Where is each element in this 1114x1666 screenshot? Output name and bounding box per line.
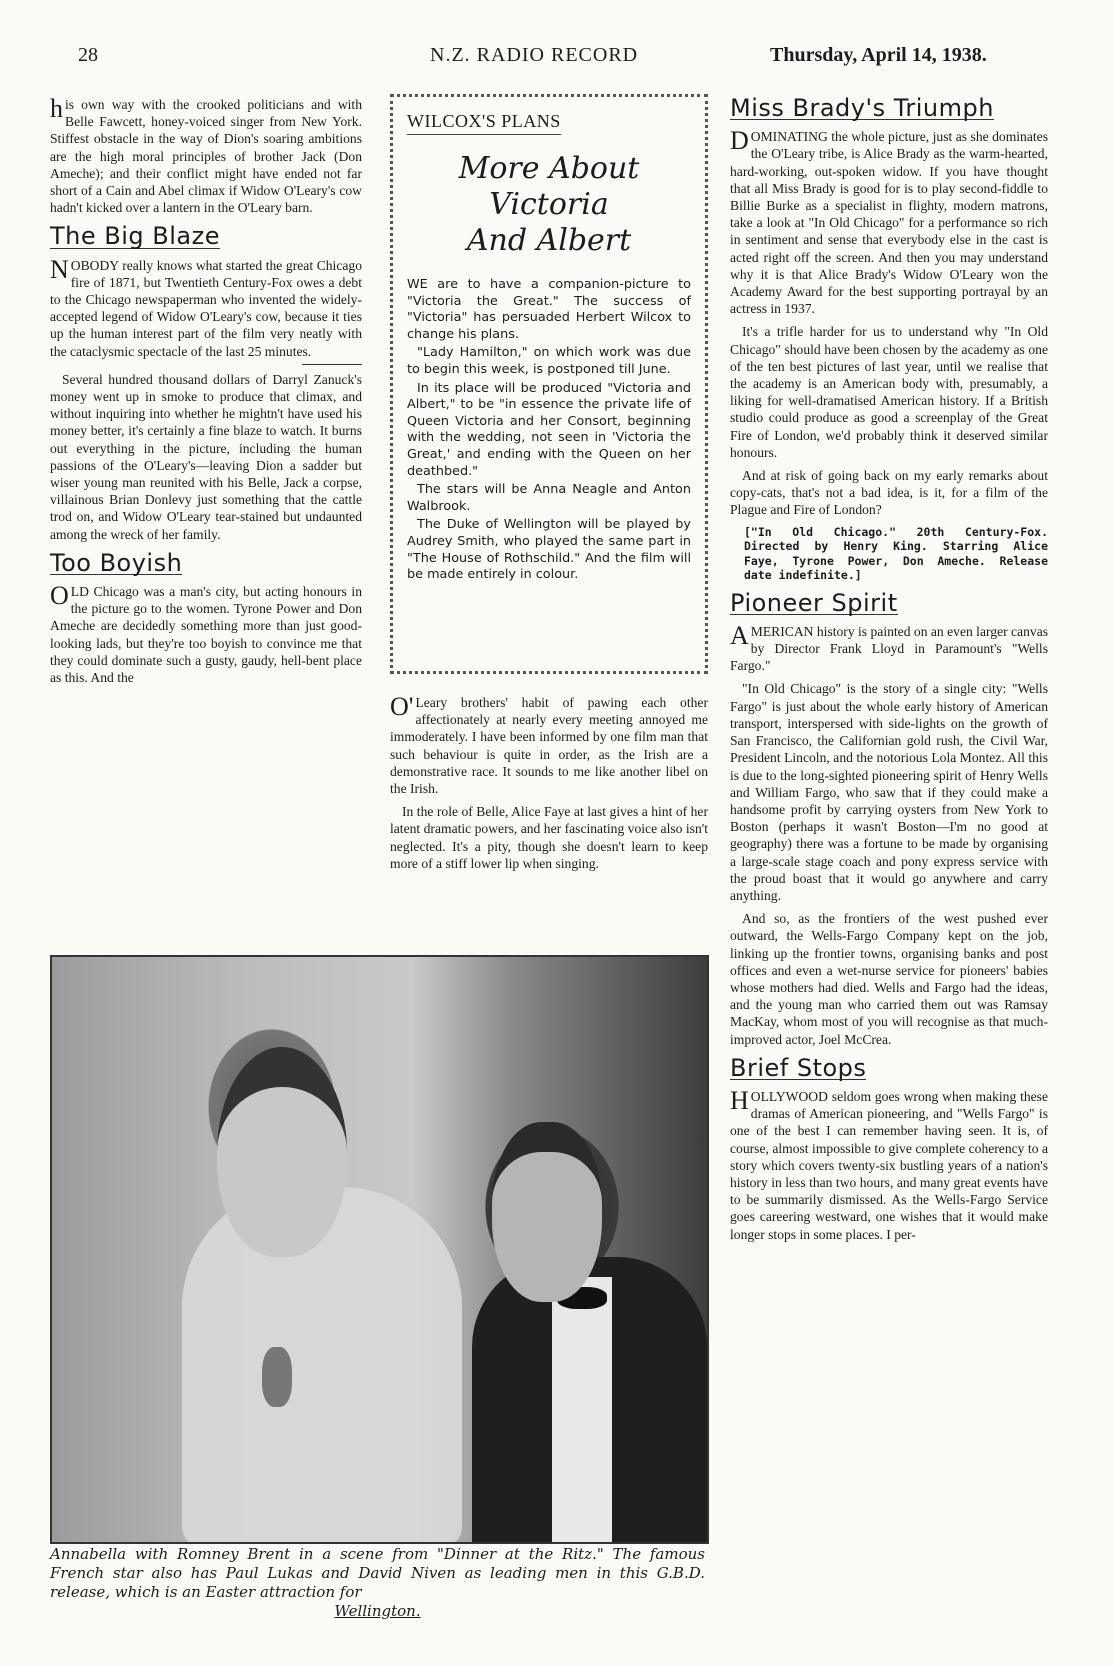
page-header	[0, 44, 1114, 74]
article-paragraph: O'Leary brothers' habit of pawing each other affectionately at nearly every meeting annoyed me immoderately. I have been informed by one film man that such behaviour is quite in order, as the Irish are a demonstrative race. It sounds to me like another libel on the Irish.	[390, 692, 708, 797]
photo-woman-head	[217, 1047, 347, 1257]
box-paragraph: The Duke of Wellington will be played by Audrey Smith, who played the same part in "The House of Rothschild." And the film will be made entirely in colour.	[407, 517, 691, 583]
article-paragraph: It's a trifle harder for us to understand why "In Old Chicago" should have been chosen by the academy as one of the ten best pictures of last year, until we realise that the academy is an American body with, presumably, a liking for well-dramatised American history. If a British studio could produce as good a screenplay of the Great Fire of London, we'd probably think it deserved similar honours.	[730, 324, 1048, 460]
middle-column	[390, 694, 708, 878]
left-column	[50, 96, 362, 692]
divider	[302, 364, 362, 365]
box-paragraph: In its place will be produced "Victoria and Albert," to be "in essence the private life of Queen Victoria and her Consort, beginning with the wedding, not seen in 'Victoria the Great,' and ending with the Queen on her deathbed."	[407, 380, 691, 479]
box-title-line-1: More About Victoria	[458, 151, 640, 222]
caption-last-line: Wellington.	[334, 1602, 421, 1620]
section-heading: Too Boyish	[50, 548, 183, 577]
photo-woman-figure	[182, 1187, 462, 1544]
right-column	[730, 94, 1048, 1249]
caption-text: Annabella with Romney Brent in a scene from "Dinner at the Ritz." The famous French star also has Paul Lukas and David Niven as leading men in this G.B.D. release, which is an Easter attraction for	[50, 1545, 705, 1601]
section-heading: Pioneer Spirit	[730, 588, 898, 617]
page-number: 28	[78, 44, 98, 66]
article-paragraph: his own way with the crooked politicians and with Belle Fawcett, honey-voiced singer from New York. Stiffest obstacle in the way of Dion's soaring ambitions are the high moral principles of brother Jack (Don Ameche); and their conflict might have ended not far short of a Cain and Abel climax if Widow O'Leary's cow hadn't kicked over a lantern in the O'Leary barn.	[50, 94, 362, 216]
photo-brooch	[262, 1347, 292, 1407]
box-paragraph: "Lady Hamilton," on which work was due to begin this week, is postponed till June.	[407, 345, 691, 377]
article-paragraph: And at risk of going back on my early remarks about copy-cats, that's not a bad idea, is it, for a film of the Plague and Fire of London?	[730, 468, 1048, 518]
sidebar-box	[390, 94, 708, 674]
box-body	[407, 277, 691, 584]
film-credits: ["In Old Chicago." 20th Century-Fox. Directed by Henry King. Starring Alice Faye, Tyrone Power, Don Ameche. Release date indefinite.]	[744, 524, 1048, 583]
publication-title: N.Z. RADIO RECORD	[430, 44, 639, 66]
article-paragraph: And so, as the frontiers of the west pushed ever outward, the Wells-Fargo Company kept on the job, linking up the frontier towns, organising banks and post offices and even a wet-nurse service for pioneers' babies whose mothers had died. Wells and Fargo had the ideas, and the young man who carried them out was Ramsay MacKay, whom most of you will recognise as that much-improved actor, Joel McCrea.	[730, 911, 1048, 1047]
article-paragraph: NOBODY really knows what started the great Chicago fire of 1871, but Twentieth Century-Fox owes a debt to the Chicago newspaperman who invented the widely-accepted legend of Widow O'Leary's cow, because it ties up the human interest part of the film very neatly with the cataclysmic spectacle of the last 25 minutes.	[50, 254, 362, 359]
section-heading: The Big Blaze	[50, 222, 220, 251]
article-paragraph: In the role of Belle, Alice Faye at last gives a hint of her latent dramatic powers, and her fascinating voice also isn't neglected. It's a pity, though she doesn't learn to keep more of a stiff lower lip when singing.	[390, 804, 708, 871]
photo-man-head	[492, 1122, 602, 1302]
film-still-photo	[50, 955, 709, 1544]
photo-man-shirt	[552, 1277, 612, 1544]
box-title	[407, 151, 691, 259]
box-paragraph: WE are to have a companion-picture to "Victoria the Great." The success of "Victoria" has persuaded Herbert Wilcox to change his plans.	[407, 277, 691, 342]
article-paragraph: "In Old Chicago" is the story of a single city: "Wells Fargo" is just about the whole early history of American transport, interspersed with side-lights on the growth of San Francisco, the Californian gold rush, the Civil War, President Lincoln, and the notorious Lola Montez. All this is due to the long-sighted pioneering spirit of Henry Wells and William Fargo, who saw that if they could make a handsome profit by carrying oysters from New York to Boston (perhaps it wasn't Boston—I'm no good at geography) there was a fortune to be made by organising a large-scale stage coach and pony express service with the proud boast that it would go anywhere and carry anything.	[730, 681, 1048, 903]
section-heading: Miss Brady's Triumph	[730, 94, 994, 122]
article-paragraph: Several hundred thousand dollars of Darryl Zanuck's money went up in smoke to produce that climax, and without inquiring into whether he mightn't have used his money better, it's certainly a fine blaze to watch. It burns out everything in the picture, including the human passions of the O'Leary's—leaving Dion a sadder but wiser young man reunited with his Belle, Jack a corpse, villainous Brian Donlevy just something that the cattle trod on, and Widow O'Leary tear-stained but undaunted among the wreck of her family.	[50, 371, 362, 542]
article-paragraph: DOMINATING the whole picture, just as she dominates the O'Leary tribe, is Alice Brady as the warm-hearted, hard-working, out-spoken widow. If you have thought that all Miss Brady is good for is to play second-fiddle to Billie Burke as a specialist in flighty, modern matrons, take a look at "In Old Chicago" for a performance so rich in sentiment and sense that everybody else in the cast is acted right off the screen. And then you may understand why it is that Alice Brady's Widow O'Leary won the Academy Award for the best supporting portrayal by an actress in 1937.	[730, 126, 1048, 317]
article-paragraph: OLD Chicago was a man's city, but acting honours in the picture go to the women. Tyrone Power and Don Ameche are decidedly something more than just good-looking lads, but they're too boyish to convince me that they could dominate such a gusty, gaudy, hell-bent place as this. And the	[50, 581, 362, 686]
article-paragraph: HOLLYWOOD seldom goes wrong when making these dramas of American pioneering, and "Wells Fargo" is one of the best I can remember having seen. It is, of course, almost impossible to give complete coherency to a story which covers twenty-six bustling years of a nation's history in less than two hours, and many great events have to be summarily dismissed. As the Wells-Fargo Service goes careering westward, one wishes that it would make longer stops in some places. I per-	[730, 1085, 1048, 1242]
box-title-line-2: And Albert	[466, 223, 632, 258]
photo-caption	[50, 1545, 705, 1621]
section-heading: Brief Stops	[730, 1053, 867, 1082]
box-kicker: WILCOX'S PLANS	[407, 111, 561, 135]
box-paragraph: The stars will be Anna Neagle and Anton Walbrook.	[407, 482, 691, 514]
article-paragraph: AMERICAN history is painted on an even larger canvas by Director Frank Lloyd in Paramount's "Wells Fargo."	[730, 620, 1049, 674]
issue-date: Thursday, April 14, 1938.	[770, 44, 987, 66]
